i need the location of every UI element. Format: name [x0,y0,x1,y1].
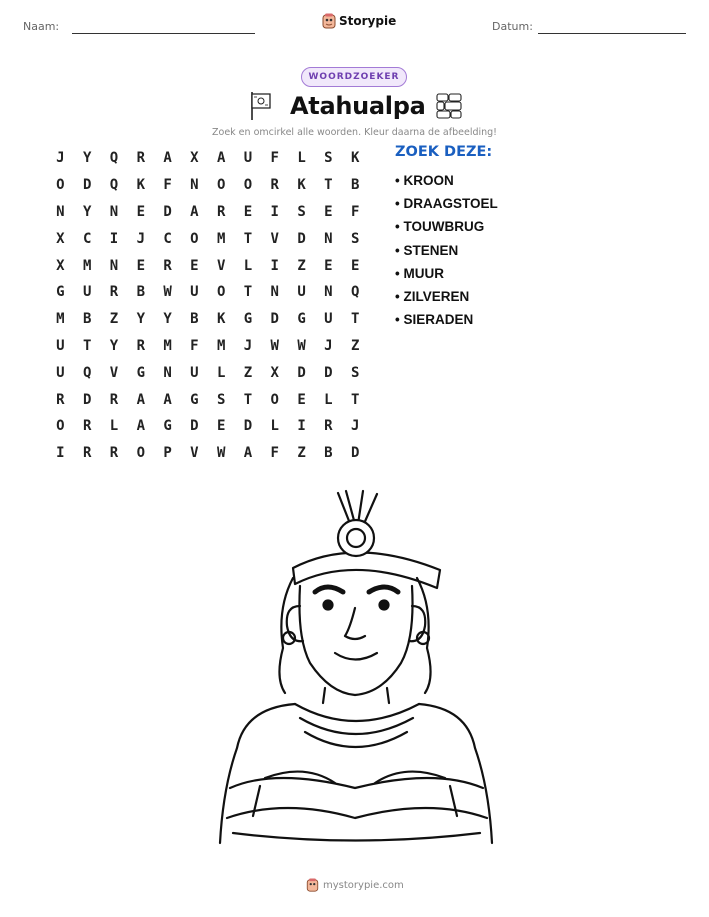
grid-cell[interactable]: Y [82,203,92,220]
date-line[interactable] [538,33,686,34]
grid-cell[interactable]: Q [82,364,92,381]
grid-cell[interactable]: L [243,257,253,274]
grid-cell[interactable]: T [350,391,360,408]
inca-king-illustration[interactable] [205,488,505,853]
grid-cell[interactable]: U [243,150,253,167]
grid-cell[interactable]: L [216,364,226,381]
word-list [395,144,498,331]
grid-cell[interactable]: J [350,418,360,435]
grid-cell[interactable]: E [243,203,253,220]
grid-cell[interactable]: T [243,284,253,301]
grid-cell[interactable]: T [243,230,253,247]
instructions: Zoek en omcirkel alle woorden. Kleur daarna de afbeelding! [212,127,497,138]
grid-cell[interactable]: N [109,257,119,274]
grid-cell[interactable]: F [270,150,279,167]
grid-cell[interactable]: Y [82,150,92,167]
grid-cell[interactable]: I [270,257,279,274]
grid-cell[interactable]: D [243,418,253,435]
grid-cell[interactable]: W [163,284,172,301]
grid-cell[interactable]: E [136,257,145,274]
grid-cell[interactable]: G [190,391,199,408]
grid-cell[interactable]: S [350,364,360,381]
grid-cell[interactable]: A [216,150,226,167]
grid-cell[interactable]: N [324,230,333,247]
grid-cell[interactable]: V [216,257,226,274]
grid-cell[interactable]: K [216,311,226,328]
grid-cell[interactable]: J [324,337,333,354]
grid-cell[interactable]: N [190,177,199,194]
flag-icon [249,91,273,121]
grid-cell[interactable]: N [270,284,279,301]
grid-cell[interactable]: W [216,445,226,462]
grid-cell[interactable]: R [216,203,226,220]
grid-cell[interactable]: Z [243,364,253,381]
grid-cell[interactable]: C [82,230,92,247]
grid-cell[interactable]: X [270,364,279,381]
grid-cell[interactable]: Z [350,337,360,354]
grid-cell[interactable]: D [350,445,360,462]
grid-cell[interactable]: Z [297,445,306,462]
grid-cell[interactable]: N [56,203,65,220]
word-item: • ZILVEREN [395,289,470,305]
grid-cell[interactable]: T [350,311,360,328]
grid-cell[interactable]: Z [297,257,306,274]
grid-cell[interactable]: D [163,203,172,220]
grid-cell[interactable]: B [190,311,199,328]
grid-cell[interactable]: L [270,418,279,435]
grid-cell[interactable]: X [56,230,65,247]
grid-cell[interactable]: S [350,230,360,247]
grid-cell[interactable]: B [324,445,333,462]
grid-cell[interactable]: R [324,418,333,435]
name-label: Naam: [23,20,60,33]
grid-cell[interactable]: O [216,177,226,194]
grid-cell[interactable]: N [109,203,119,220]
grid-cell[interactable]: S [297,203,306,220]
grid-cell[interactable]: N [163,364,172,381]
word-item: • DRAAGSTOEL [395,196,498,212]
grid-cell[interactable]: J [56,150,65,167]
brand-name: Storypie [339,14,397,28]
grid-cell[interactable]: C [163,230,172,247]
grid-cell[interactable]: O [136,445,145,462]
grid-cell[interactable]: A [190,203,199,220]
grid-cell[interactable]: D [190,418,199,435]
grid-row [47,279,369,306]
grid-cell[interactable]: E [136,203,145,220]
grid-cell[interactable]: A [243,445,253,462]
grid-cell[interactable]: G [136,364,145,381]
grid-cell[interactable]: E [216,418,226,435]
grid-cell[interactable]: W [270,337,279,354]
grid-cell[interactable]: M [56,311,65,328]
grid-cell[interactable]: U [190,364,199,381]
grid-cell[interactable]: D [297,230,306,247]
grid-cell[interactable]: M [82,257,92,274]
grid-cell[interactable]: T [324,177,333,194]
grid-cell[interactable]: G [56,284,65,301]
grid-cell[interactable]: X [56,257,65,274]
grid-row [47,199,369,226]
grid-cell[interactable]: D [324,364,333,381]
grid-cell[interactable]: R [270,177,279,194]
grid-cell[interactable]: Q [109,150,119,167]
grid-cell[interactable]: Y [109,337,119,354]
word-item: • TOUWBRUG [395,219,485,235]
grid-row [47,145,369,172]
grid-cell[interactable]: I [56,445,65,462]
grid-row [47,386,369,413]
grid-cell[interactable]: L [109,418,119,435]
grid-cell[interactable]: R [82,445,92,462]
grid-row [47,172,369,199]
grid-cell[interactable]: S [324,150,333,167]
storypie-logo-icon [306,878,319,892]
grid-row [47,333,369,360]
grid-cell[interactable]: Q [109,177,119,194]
grid-cell[interactable]: O [216,284,226,301]
grid-cell[interactable]: U [324,311,333,328]
grid-row [47,225,369,252]
grid-cell[interactable]: O [56,177,65,194]
grid-row [47,359,369,386]
grid-cell[interactable]: R [56,391,65,408]
grid-cell[interactable]: Y [163,311,172,328]
grid-cell[interactable]: E [350,257,360,274]
grid-row [47,252,369,279]
grid-cell[interactable]: U [82,284,92,301]
grid-cell[interactable]: F [350,203,360,220]
grid-cell[interactable]: E [324,257,333,274]
grid-cell[interactable]: I [109,230,119,247]
grid-cell[interactable]: O [243,177,253,194]
grid-cell[interactable]: R [109,445,119,462]
grid-cell[interactable]: J [243,337,253,354]
grid-row [47,413,369,440]
grid-cell[interactable]: E [190,257,199,274]
grid-cell[interactable]: U [56,337,65,354]
grid-cell[interactable]: G [297,311,306,328]
grid-cell[interactable]: B [82,311,92,328]
grid-cell[interactable]: T [82,337,92,354]
grid-cell[interactable]: R [163,257,172,274]
grid-cell[interactable]: U [190,284,199,301]
grid-cell[interactable]: B [350,177,360,194]
grid-cell[interactable]: R [82,418,92,435]
word-item: • SIERADEN [395,312,474,328]
grid-cell[interactable]: W [297,337,306,354]
grid-cell[interactable]: I [297,418,306,435]
grid-cell[interactable]: V [109,364,119,381]
grid-row [47,306,369,333]
grid-cell[interactable]: O [270,391,279,408]
grid-cell[interactable]: S [216,391,226,408]
grid-cell[interactable]: E [297,391,306,408]
grid-cell[interactable]: L [324,391,333,408]
grid-cell[interactable]: G [243,311,253,328]
grid-cell[interactable]: D [270,311,279,328]
name-line[interactable] [72,33,255,34]
word-list-heading: ZOEK DEZE: [395,144,493,160]
grid-cell[interactable]: M [163,337,172,354]
grid-cell[interactable]: A [163,391,172,408]
grid-cell[interactable]: F [270,445,279,462]
grid-cell[interactable]: R [109,391,119,408]
stone-wall-icon [436,93,462,119]
brand-logo [322,13,396,29]
grid-cell[interactable]: P [163,445,172,462]
page-title: Atahualpa [290,92,426,120]
grid-cell[interactable]: B [136,284,145,301]
grid-cell[interactable]: V [270,230,279,247]
grid-cell[interactable]: J [136,230,145,247]
grid-cell[interactable]: L [297,150,306,167]
footer [306,878,404,892]
grid-cell[interactable]: Q [350,284,360,301]
grid-cell[interactable]: U [56,364,65,381]
grid-cell[interactable]: O [56,418,65,435]
grid-cell[interactable]: A [136,418,145,435]
grid-cell[interactable]: M [216,230,226,247]
grid-cell[interactable]: R [136,150,145,167]
grid-cell[interactable]: D [82,391,92,408]
grid-row [47,440,369,467]
letter-grid[interactable] [47,145,369,467]
grid-cell[interactable]: F [190,337,199,354]
grid-cell[interactable]: U [297,284,306,301]
grid-cell[interactable]: O [190,230,199,247]
grid-cell[interactable]: Y [136,311,145,328]
grid-cell[interactable]: A [136,391,145,408]
grid-cell[interactable]: E [324,203,333,220]
word-search-badge: WOORDZOEKER [301,67,407,87]
grid-cell[interactable]: K [297,177,306,194]
storypie-logo-icon [322,13,336,29]
date-label: Datum: [492,20,533,33]
grid-cell[interactable]: N [324,284,333,301]
grid-cell[interactable]: D [297,364,306,381]
grid-cell[interactable]: I [270,203,279,220]
grid-cell[interactable]: K [350,150,360,167]
grid-cell[interactable]: R [109,284,119,301]
grid-cell[interactable]: T [243,391,253,408]
footer-url[interactable]: mystorypie.com [323,879,404,891]
grid-cell[interactable]: R [136,337,145,354]
word-item: • KROON [395,173,454,189]
word-item: • MUUR [395,265,444,281]
grid-cell[interactable]: V [190,445,199,462]
grid-cell[interactable]: D [82,177,92,194]
grid-cell[interactable]: K [136,177,145,194]
grid-cell[interactable]: A [163,150,172,167]
grid-cell[interactable]: M [216,337,226,354]
word-item: • STENEN [395,242,459,258]
grid-cell[interactable]: X [190,150,199,167]
grid-cell[interactable]: G [163,418,172,435]
grid-cell[interactable]: F [163,177,172,194]
grid-cell[interactable]: Z [109,311,119,328]
